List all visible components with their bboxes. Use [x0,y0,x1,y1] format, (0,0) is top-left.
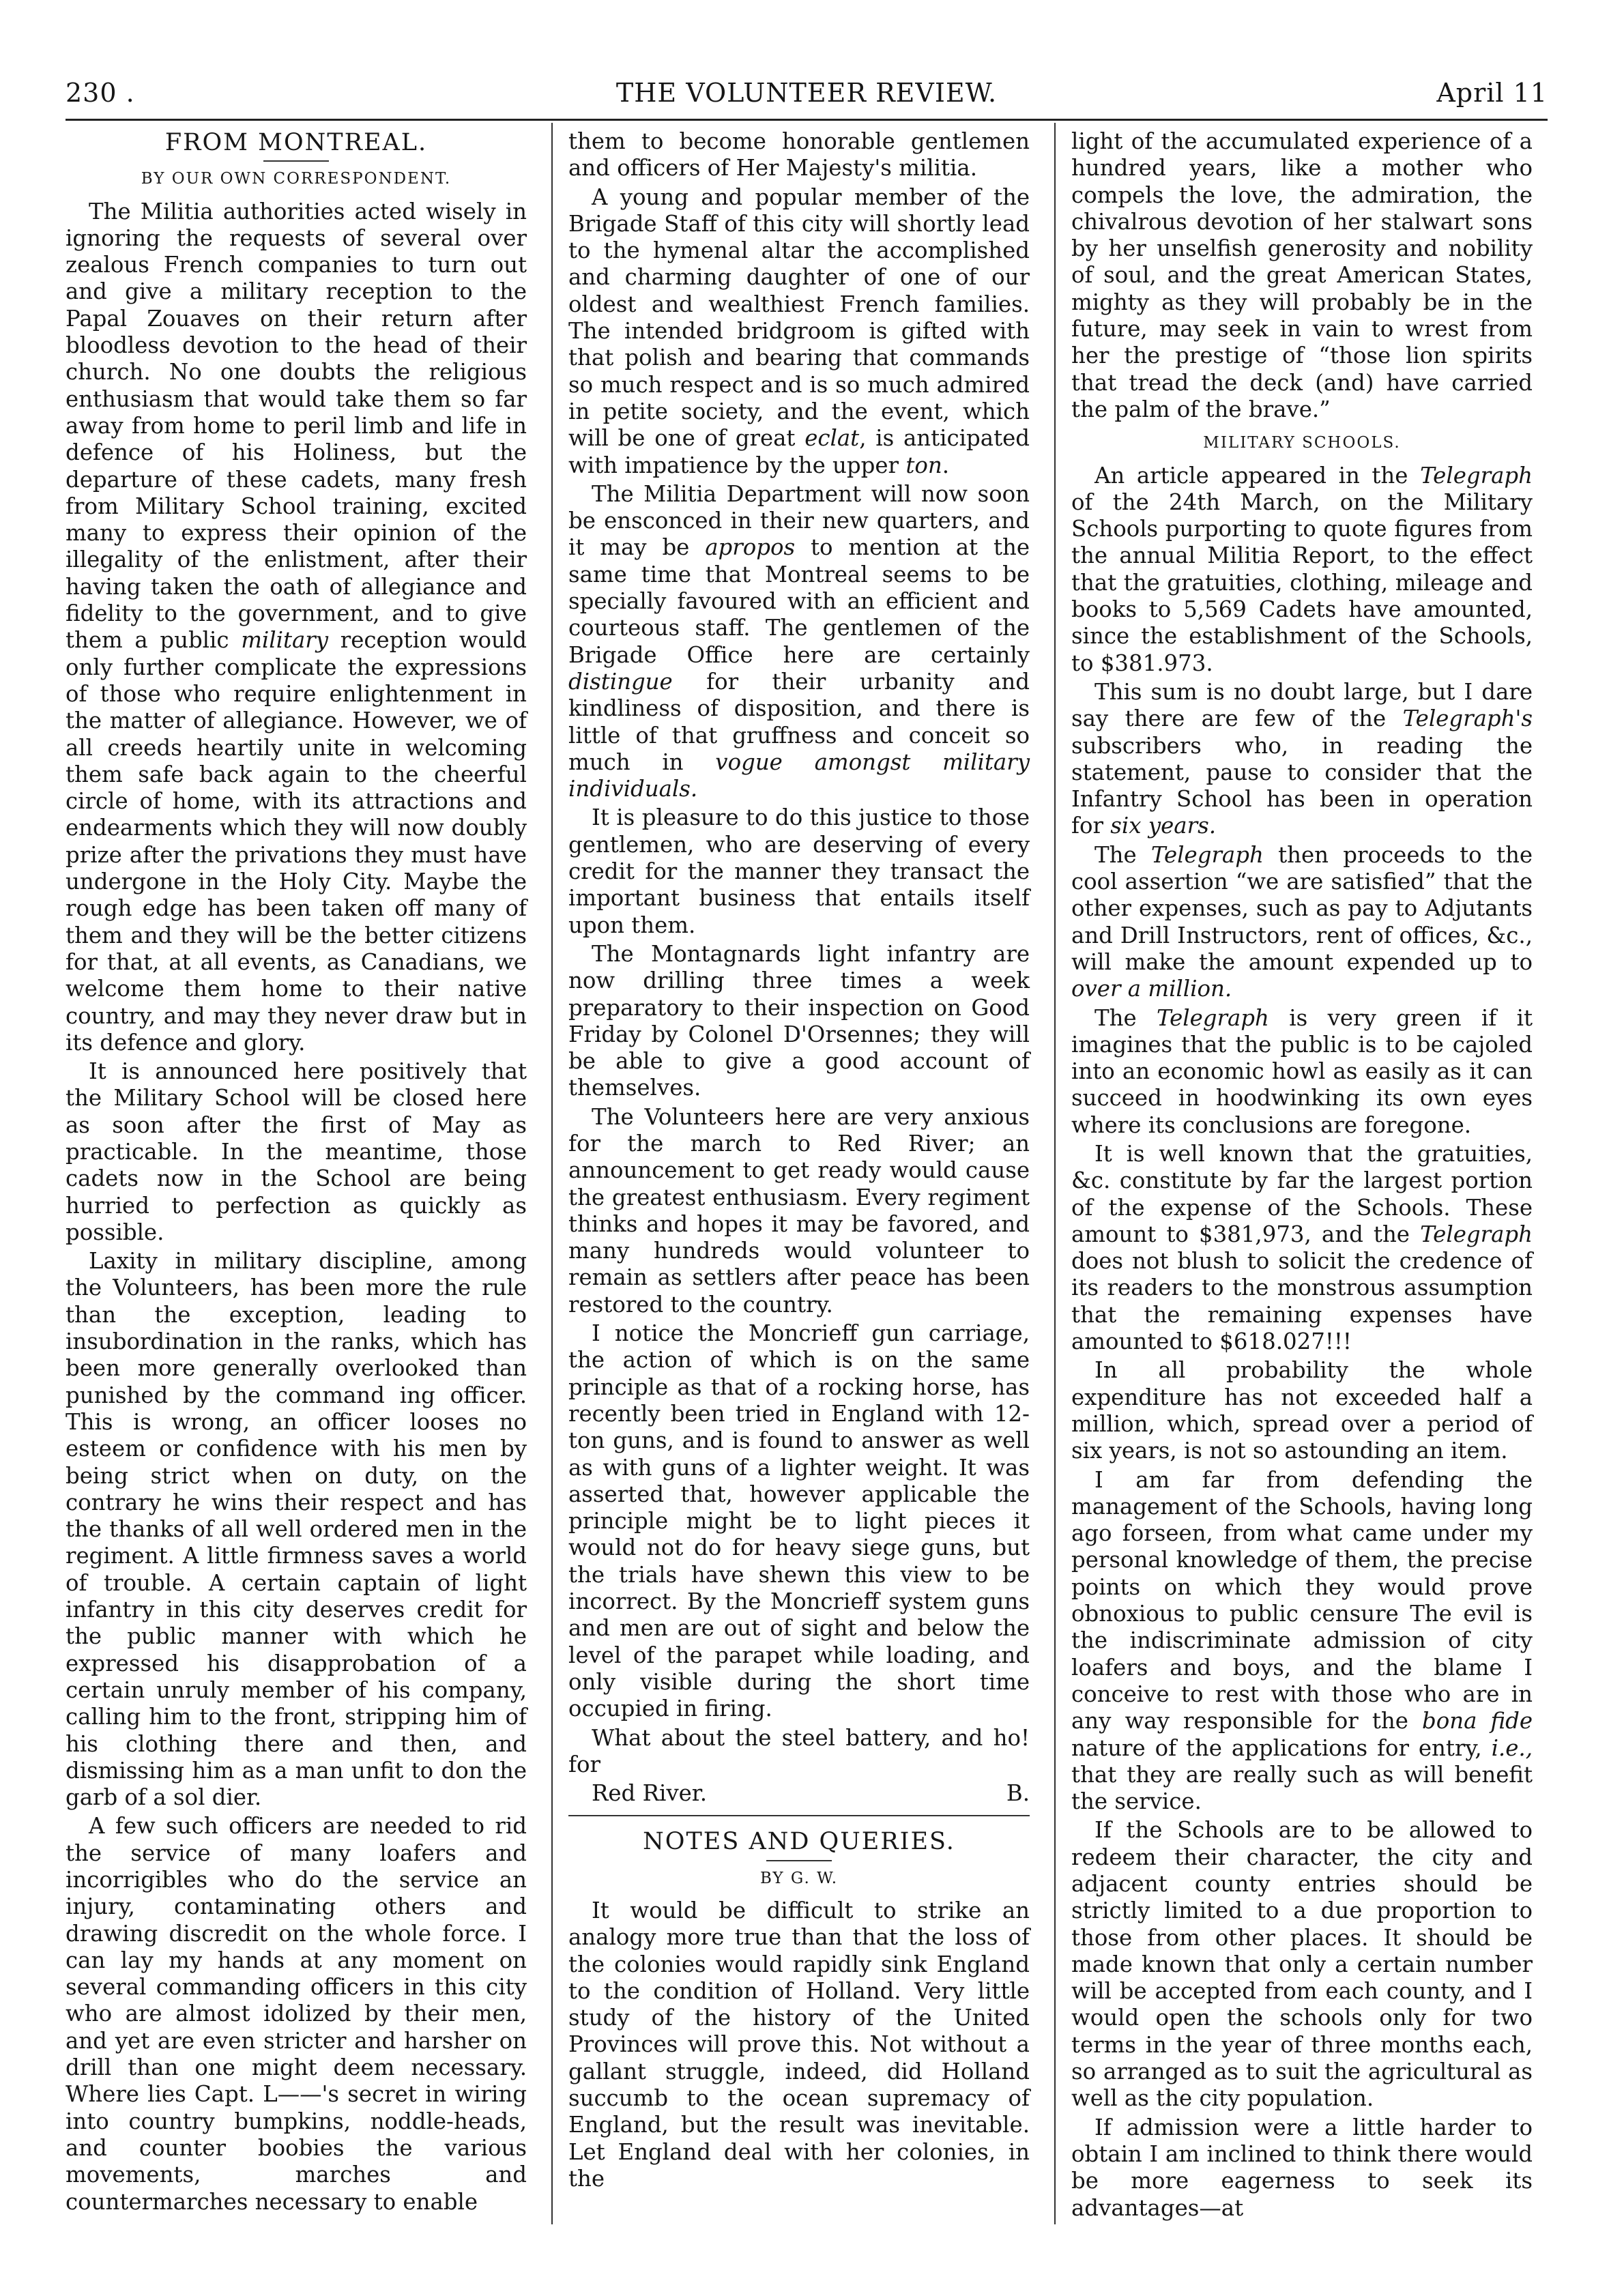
paragraph: The Volunteers here are very anxious for the march to Red River; an announcement to get ready would cause the greatest enthusiasm. Every regiment thinks and hopes it may be favored, and many hundreds would volunteer to remain as settlers after peace has been restored to the country. [568,1103,1030,1318]
column-2 [568,128,1030,2194]
page-number: 230 . [66,78,135,108]
paragraph: light of the accumulated experience of a hundred years, like a mother who compels the love, the admiration, the chivalrous devotion of her stalwart sons by her unselfish generosity and nobility of soul, and the great American States, mighty as they will probably be in the future, may seek in vain to wrest from her the prestige of “those lion spirits that tread the deck (and) have carried the palm of the brave.” [1071,128,1533,422]
paragraph: It is announced here positively that the Military School will be closed here as soon after the first of May as practicable. In the meantime, those cadets now in the School are being hurried to perfection as quickly as possible. [66,1058,527,1245]
paragraph: It would be difficult to strike an analogy more true than that the loss of the colonies would rapidly sink England to the condition of Holland. Very little study of the history of the United Provinces will prove this. Not without a gallant struggle, indeed, did Holland succumb to the ocean supremacy of England, but the result was inevitable. Let England deal with her colonies, in the [568,1898,1030,2192]
paragraph: The Militia authorities acted wisely in ignoring the requests of several over zealous French companies to turn out and give a military reception to the Papal Zouaves on their return after bloodless devotion to the head of their church. No one doubts the religious enthusiasm that would take them so far away from home to peril limb and life in defence of his Holiness, but the departure of these cadets, many fresh from Military School training, excited many to express their opinion of the illegality of the enlistment, after their having taken the oath of allegiance and fidelity to the government, and to give them a public military reception would only further complicate the expressions of those who require enlightenment in the matter of allegiance. However, we of all creeds heartily unite in welcoming them safe back again to the cheerful circle of home, with its attractions and endearments which they will now doubly prize after the privations they must have undergone in the Holy City. Maybe the rough edge has been taken off many of them and they will be the better citizens for that, at all events, as Canadians, we welcome them home to their native country, and may they never draw but in its defence and glory. [66,198,527,1056]
paragraph: This sum is no doubt large, but I dare say there are few of the Telegraph's subscribers who, in reading the statement, pause to consider that the Infantry School has been in operation for six years. [1071,678,1533,839]
article-heading-montreal: FROM MONTREAL. [164,129,428,156]
paragraph: It is pleasure to do this justice to those gentlemen, who are deserving of every credit for the manner they transact the important business that entails itself upon them. [568,804,1030,938]
paragraph: What about the steel battery, and ho! for [568,1724,1030,1777]
paragraph: An article appeared in the Telegraph of the 24th March, on the Military Schools purporting to quote figures from the annual Militia Report, to the effect that the gratuities, clothing, mileage and books to 5,569 Cadets have amounted, since the establishment of the Schools, to $381.973. [1071,462,1533,676]
paragraph: I am far from defending the management of the Schools, having long ago forseen, from what came under my personal knowledge of them, the precise points on which they would prove obnoxious to public censure The evil is the indiscriminate admission of city loafers and boys, and the blame I conceive to rest with those who are in any way responsible for the bona fide nature of the applications for entry, i.e., that they are really such as will benefit the service. [1071,1466,1533,1815]
column-1 [66,128,527,2218]
header-rule [66,119,1548,121]
paragraph: The Militia Department will now soon be ensconced in their new quarters, and it may be apropos to mention at the same time that Montreal seems to be specially favoured with an efficient and courteous staff. The gentlemen of the Brigade Office here are certainly distingue for their urbanity and kindliness of disposition, and there is little of that gruffness and conceit so much in vogue amongst military individuals. [568,480,1030,802]
column-divider-2 [1054,123,1056,2224]
byline: BY G. W. [759,1869,839,1887]
page-header [66,76,1548,120]
paragraph: If admission were a little harder to obtain I am inclined to think there would be more eagerness to seek its advantages—at [1071,2114,1533,2221]
paragraph: In all probability the whole expenditure has not exceeded half a million, which, spread over a period of six years, is not so astounding an item. [1071,1357,1533,1464]
heading-rule [263,160,329,162]
section-rule [568,1815,1030,1816]
paragraph: I notice the Moncrieff gun carriage, the action of which is on the same principle as that of a rocking horse, has recently been tried in England with 12-ton guns, and is found to answer as well as with guns of a lighter weight. It was asserted that, however applicable the principle might be to light pieces it would not do for heavy siege guns, but the trials have shewn this view to be incorrect. By the Moncrieff system guns and men are out of sight and below the level of the parapet while loading, and only visible during the short time occupied in firing. [568,1320,1030,1722]
column-3 [1071,128,1533,2224]
paragraph: If the Schools are to be allowed to redeem their character, the city and adjacent county entries should be strictly limited to a due proportion to those from other places. It should be made known that only a certain number will be accepted from each county, and I would open the schools only for two terms in the year of three months each, so arranged as to suit the agricultural as well as the city population. [1071,1817,1533,2112]
paragraph: them to become honorable gentlemen and officers of Her Majesty's militia. [568,128,1030,181]
paragraph: A young and popular member of the Brigade Staff of this city will shortly lead to the hymenal altar the accomplished and charming daughter of one of our oldest and wealthiest French families. The intended bridgroom is gifted with that polish and bearing that commands so much respect and is so much admired in petite society, and the event, which will be one of great eclat, is anticipated with impatience by the upper ton. [568,184,1030,478]
paragraph: The Montagnards light infantry are now drilling three times a week preparatory to their inspection on Good Friday by Colonel D'Orsennes; they will be able to give a good account of themselves. [568,940,1030,1101]
masthead-title: THE VOLUNTEER REVIEW. [615,78,998,108]
article-heading-notes-and-queries: NOTES AND QUERIES. [643,1828,955,1856]
signature-line: Red River. B. [592,1780,1030,1807]
byline: BY OUR OWN CORRESPONDENT. [141,170,452,188]
subheading-military-schools: MILITARY SCHOOLS. [1203,434,1401,452]
paragraph: It is well known that the gratuities, &c. constitute by far the largest portion of the expense of the Schools. These amount to $381,973, and the Telegraph does not blush to solicit the credence of its readers to the monstrous assumption that the remaining expenses have amounted to $618.027!!! [1071,1140,1533,1355]
issue-date: April 11 [1436,78,1548,108]
column-divider-1 [551,123,553,2224]
paragraph: A few such officers are needed to rid the service of many loafers and incorrigibles who do the service an injury, contaminating others and drawing discredit on the whole force. I can lay my hands at any moment on several commanding officers in this city who are almost idolized by their men, and yet are even stricter and harsher on drill than one might deem necessary. Where lies Capt. L——'s secret in wiring into country bumpkins, noddle-heads, and counter boobies the various movements, marches and countermarches necessary to enable [66,1813,527,2215]
correspondent-signature: B. [1006,1780,1030,1807]
paragraph: The Telegraph then proceeds to the cool assertion “we are satisfied” that the other expenses, such as pay to Adjutants and Drill Instructors, rent of offices, &c., will make the amount expended up to over a million. [1071,841,1533,1002]
paragraph: Laxity in military discipline, among the Volunteers, has been more the rule than the exception, leading to insubordination in the ranks, which has been more generally overlooked than punished by the command ing officer. This is wrong, an officer looses no esteem or confidence with his men by being strict when on duty, on the contrary he wins their respect and has the thanks of all well ordered men in the regiment. A little firmness saves a world of trouble. A certain captain of light infantry in this city deserves credit for the public manner with which he expressed his disapprobation of a certain unruly member of his company, calling him to the front, stripping him of his clothing there and then, and dismissing him as a man unfit to don the garb of a sol dier. [66,1248,527,1811]
heading-rule [766,1860,832,1861]
paragraph: The Telegraph is very green if it imagines that the public is to be cajoled into an economic howl as easily as it can succeed in hoodwinking its own eyes where its conclusions are foregone. [1071,1004,1533,1138]
